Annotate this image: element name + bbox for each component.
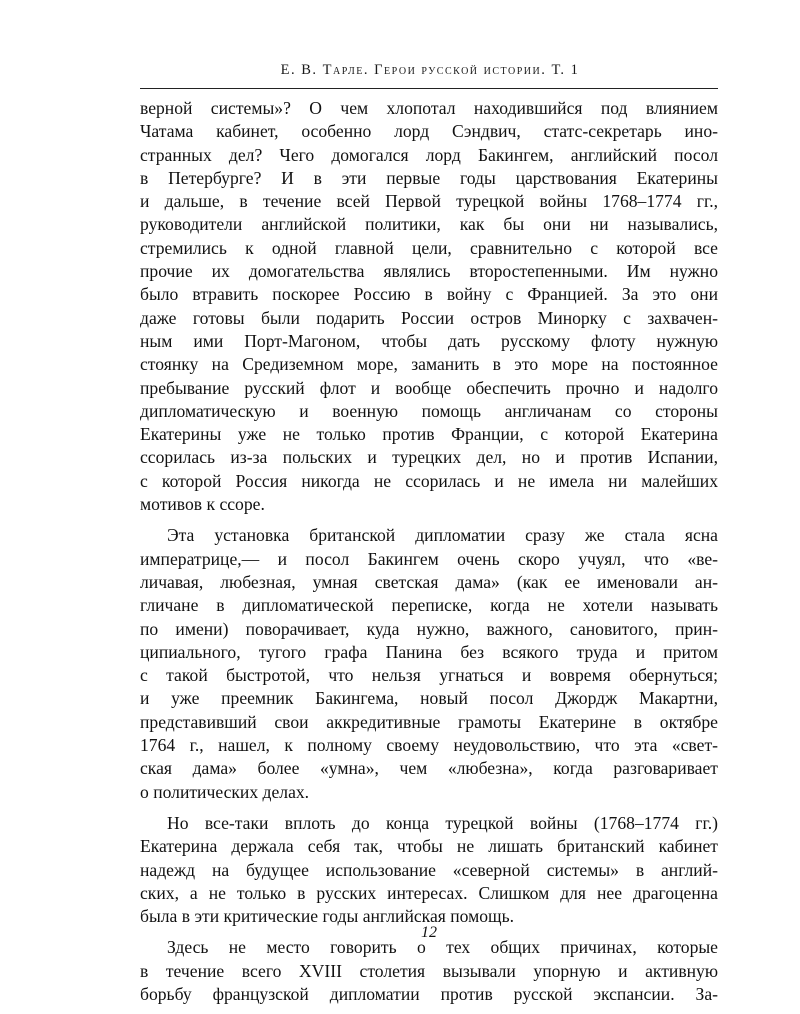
text-line: о политических делах. — [140, 781, 310, 802]
paragraph — [140, 524, 718, 804]
text-line: Здесь не место говорить о тех общих причинах, которые — [167, 937, 718, 958]
text-line: ным ими Порт-Магоном, чтобы дать русскому флоту нужную — [140, 330, 718, 351]
text-line: в течение всего XVIII столетия вызывали упорную и активную — [140, 960, 718, 981]
text-line: ципиального, тугого графа Панина без всякого труда и притом — [140, 641, 718, 662]
paragraph — [140, 97, 718, 516]
text-line: верной системы»? О чем хлопотал находившийся под влиянием — [140, 98, 718, 118]
text-line: и дальше, в течение всей Первой турецкой войны 1768–1774 гг., — [140, 191, 718, 212]
text-line: странных дел? Чего домогался лорд Бакингем, английский посол — [140, 144, 718, 165]
text-line: и уже преемник Бакингема, новый посол Джордж Макартни, — [140, 688, 718, 709]
text-line: было втравить поскорее Россию в войну с Францией. За это они — [140, 284, 718, 305]
running-header: Е. В. Тарле. Герои русской истории. Т. 1 — [280, 62, 580, 78]
text-line: гличане в дипломатической переписке, когда не хотели называть — [140, 595, 718, 616]
text-line: дипломатическую и военную помощь англичанам со стороны — [140, 400, 718, 421]
text-line: стремились к одной главной цели, сравнительно с которой все — [140, 237, 718, 258]
header-rule — [140, 88, 718, 89]
text-line: с которой Россия никогда не ссорилась и не имела ни малейших — [140, 470, 718, 491]
text-line: была в эти критические годы английская помощь. — [140, 906, 515, 927]
text-line: Екатерина держала себя так, чтобы не лишать британский кабинет — [140, 836, 718, 857]
text-line: пребывание русский флот и вообще обеспечить прочно и надолго — [140, 377, 718, 398]
text-line: ская дама» более «умна», чем «любезна», когда разговаривает — [140, 758, 718, 779]
text-line: в Петербурге? И в эти первые годы царствования Екатерины — [140, 167, 718, 188]
paragraph — [140, 936, 718, 1006]
text-line: Но все-таки вплоть до конца турецкой войны (1768–1774 гг.) — [167, 812, 718, 833]
text-line: ссорилась из-за польских и турецких дел, но и против Испании, — [140, 447, 718, 468]
text-line: мотивов к ссоре. — [140, 494, 265, 515]
text-line: стоянку на Средиземном море, заманить в это море на постоянное — [140, 354, 718, 375]
text-line: императрице,— и посол Бакингем очень скоро учуял, что «ве- — [140, 548, 718, 569]
text-line: Чатама кабинет, особенно лорд Сэндвич, статс-секретарь ино- — [140, 121, 718, 142]
body-text — [140, 97, 718, 1014]
paragraph — [140, 812, 718, 928]
text-line: ских, а не только в русских интересах. Слишком для нее драгоценна — [140, 882, 718, 903]
text-line: руководители английской политики, как бы они ни назывались, — [140, 214, 718, 235]
text-line: Эта установка британской дипломатии сразу же стала ясна — [167, 525, 718, 546]
text-line: прочие их домогательства являлись второстепенными. Им нужно — [140, 261, 718, 282]
text-line: по имени) поворачивает, куда нужно, важного, сановитого, прин- — [140, 618, 718, 639]
text-line: личавая, любезная, умная светская дама» (как ее именовали ан- — [140, 571, 718, 592]
text-line: Екатерины уже не только против Франции, с которой Екатерина — [140, 424, 718, 445]
text-line: надежд на будущее использование «северной системы» в англий- — [140, 859, 718, 880]
text-line: борьбу французской дипломатии против русской экспансии. За- — [140, 983, 718, 1004]
page-number: 12 — [421, 924, 437, 941]
text-line: 1764 г., нашел, к полному своему неудовольствию, что эта «свет- — [140, 735, 718, 756]
text-line: представивший свои аккредитивные грамоты Екатерине в октябре — [140, 711, 718, 732]
text-line: с такой быстротой, что нельзя угнаться и вовремя обернуться; — [140, 665, 718, 686]
text-line: даже готовы были подарить России остров Минорку с захвачен- — [140, 307, 718, 328]
